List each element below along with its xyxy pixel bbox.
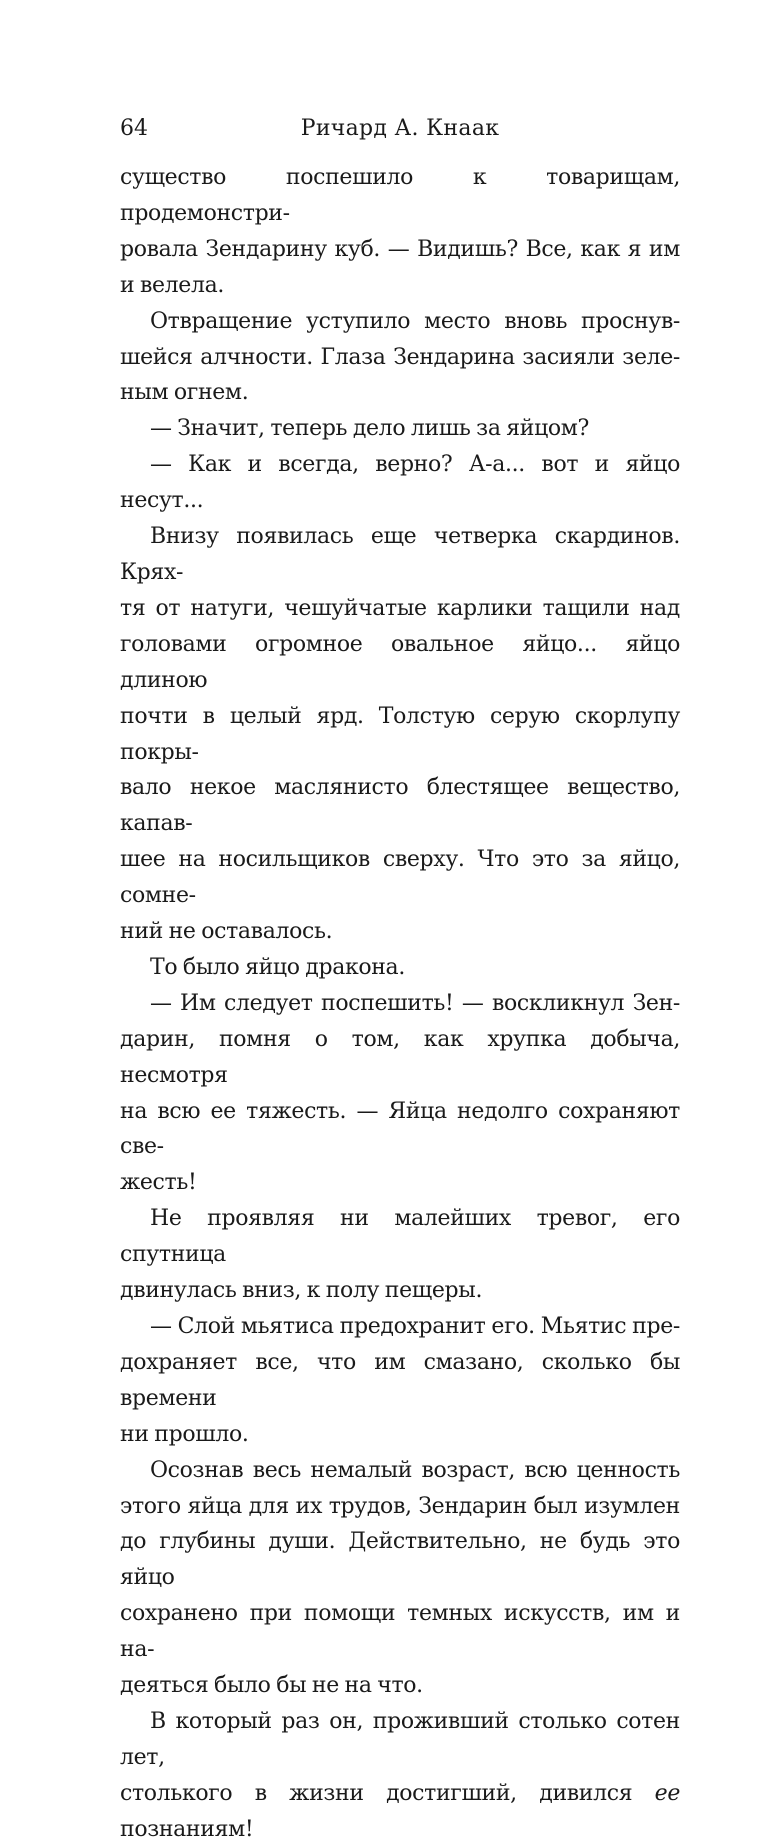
paragraph-line: сохранено при помощи темных искусств, им и на- (120, 1601, 680, 1663)
paragraph-line: шейся алчности. Глаза Зендарина засияли зеле- (120, 344, 680, 370)
paragraph-line: дохраняет все, что им смазано, сколько бы времени (120, 1349, 680, 1411)
paragraph-line: — Значит, теперь дело лишь за яйцом? (150, 416, 589, 442)
paragraph-line: — Им следует поспешить! — воскликнул Зен- (150, 990, 680, 1016)
paragraph-line: головами огромное овальное яйцо... яйцо длиною (120, 631, 680, 693)
paragraph-line: Не проявляя ни малейших тревог, его спутница (120, 1206, 680, 1268)
paragraph-line: Внизу появилась еще четверка скардинов. Крях- (120, 524, 680, 585)
paragraph-line: ний не оставалось. (120, 919, 333, 945)
running-head-author: Ричард А. Кнаак (300, 116, 500, 141)
emphasized-word: ее (654, 1780, 680, 1806)
paragraph-line: столького в жизни достигший, дивился ее познаниям! (120, 1780, 680, 1842)
paragraph-line: до глубины души. Действительно, не будь это яйцо (120, 1529, 680, 1591)
paragraph-line: жесть! (120, 1170, 197, 1196)
paragraph-line: В который раз он, проживший столько сотен лет, (120, 1708, 680, 1770)
paragraph-line: этого яйца для их трудов, Зендарин был изумлен (120, 1493, 680, 1519)
paragraph-line: — Слой мьятиса предохранит его. Мьятис пре- (150, 1314, 680, 1339)
body-text (120, 160, 680, 1848)
paragraph-line: существо поспешило к товарищам, продемонстри- (120, 165, 680, 226)
paragraph-line: почти в целый ярд. Толстую серую скорлупу покры- (120, 703, 680, 765)
paragraph-line: ни прошло. (120, 1421, 249, 1447)
paragraph-line: деяться было бы не на что. (120, 1673, 423, 1699)
page-number: 64 (120, 116, 148, 141)
book-page (120, 108, 680, 1848)
paragraph-line: Отвращение уступило место вновь проснув- (150, 308, 680, 334)
paragraph-line: — Как и всегда, верно? А-а... вот и яйцо несут... (120, 452, 680, 514)
paragraph-line: тя от натуги, чешуйчатые карлики тащили над (120, 595, 680, 621)
running-head (120, 108, 680, 150)
paragraph-line: ровала Зендарину куб. — Видишь? Все, как я им (120, 236, 680, 262)
paragraph-line: Осознав весь немалый возраст, всю ценность (150, 1457, 680, 1483)
paragraph-line: вало некое маслянисто блестящее вещество, капав- (120, 775, 680, 837)
paragraph-line: ным огнем. (120, 380, 249, 406)
paragraph-line: То было яйцо дракона. (150, 954, 405, 980)
paragraph-line: на всю ее тяжесть. — Яйца недолго сохраняют све- (120, 1098, 680, 1160)
paragraph-line: и велела. (120, 272, 224, 298)
paragraph-line: шее на носильщиков сверху. Что это за яйцо, сомне- (120, 847, 680, 909)
paragraph-line: дарин, помня о том, как хрупка добыча, несмотря (120, 1026, 680, 1088)
paragraph-line: двинулась вниз, к полу пещеры. (120, 1278, 483, 1304)
